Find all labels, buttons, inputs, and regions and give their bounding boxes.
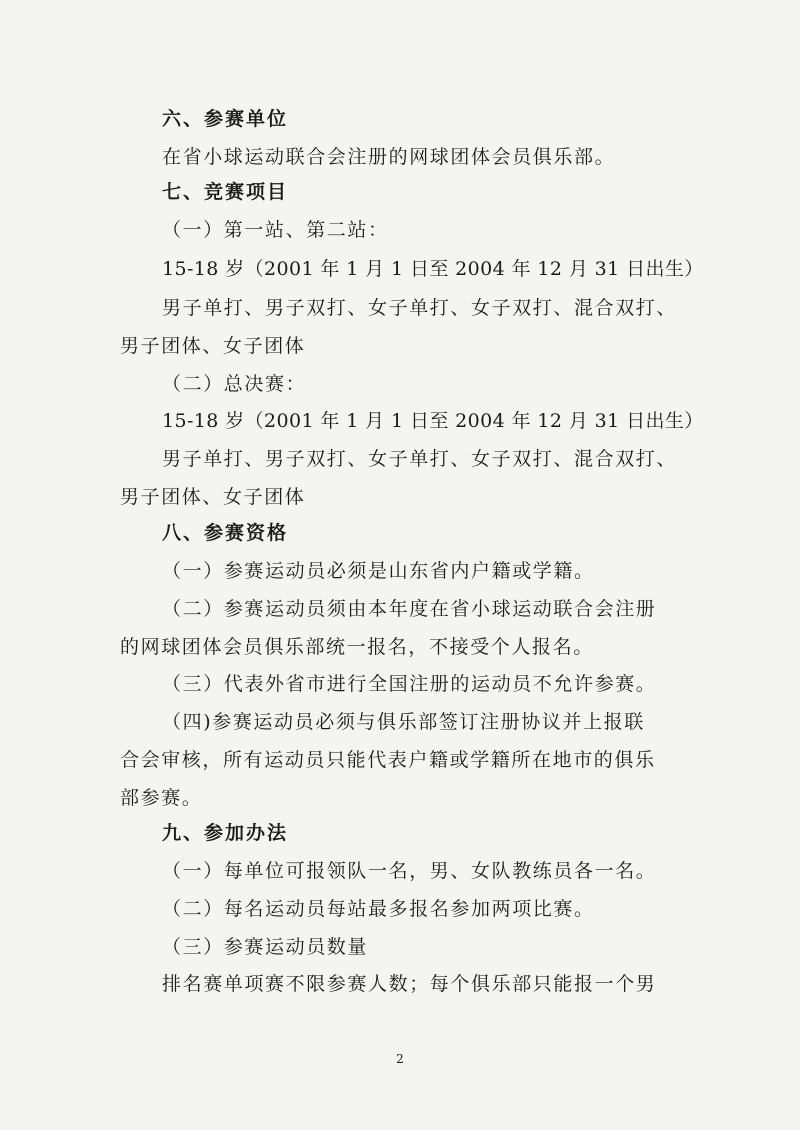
section-heading-6: 六、参赛单位 (162, 108, 289, 130)
paragraph-line: （三）参赛运动员数量 (162, 936, 369, 958)
paragraph-line: （二）每名运动员每站最多报名参加两项比赛。 (162, 898, 595, 920)
page-number: 2 (396, 1052, 404, 1066)
paragraph-line: （一）参赛运动员必须是山东省内户籍或学籍。 (162, 560, 595, 582)
section-heading-9: 九、参加办法 (162, 822, 289, 844)
paragraph-line: （二）总决赛： (162, 373, 307, 395)
paragraph-line: 15-18 岁（2001 年 1 月 1 日至 2004 年 12 月 31 日出生） (162, 410, 704, 432)
paragraph-line: （二）参赛运动员须由本年度在省小球运动联合会注册 (162, 598, 657, 620)
paragraph-line: （一）每单位可报领队一名，男、女队教练员各一名。 (162, 860, 657, 882)
paragraph-line: 的网球团体会员俱乐部统一报名，不接受个人报名。 (120, 636, 594, 658)
paragraph-line: 男子单打、男子双打、女子单打、女子双打、混合双打、 (162, 297, 678, 319)
paragraph-line: 合会审核，所有运动员只能代表户籍或学籍所在地市的俱乐 (120, 749, 656, 771)
paragraph-line: 在省小球运动联合会注册的网球团体会员俱乐部。 (162, 146, 616, 168)
paragraph-line: 排名赛单项赛不限参赛人数；每个俱乐部只能报一个男 (162, 973, 657, 995)
paragraph-line: 男子单打、男子双打、女子单打、女子双打、混合双打、 (162, 448, 678, 470)
paragraph-line: （四)参赛运动员必须与俱乐部签订注册协议并上报联 (162, 711, 645, 733)
paragraph-line: 15-18 岁（2001 年 1 月 1 日至 2004 年 12 月 31 日出生） (162, 258, 704, 280)
paragraph-line: （一）第一站、第二站： (162, 219, 389, 241)
paragraph-line: （三）代表外省市进行全国注册的运动员不允许参赛。 (162, 673, 657, 695)
paragraph-line: 男子团体、女子团体 (120, 486, 306, 508)
paragraph-line: 部参赛。 (120, 787, 203, 809)
section-heading-7: 七、竞赛项目 (162, 181, 289, 203)
section-heading-8: 八、参赛资格 (162, 522, 289, 544)
paragraph-line: 男子团体、女子团体 (120, 335, 306, 357)
